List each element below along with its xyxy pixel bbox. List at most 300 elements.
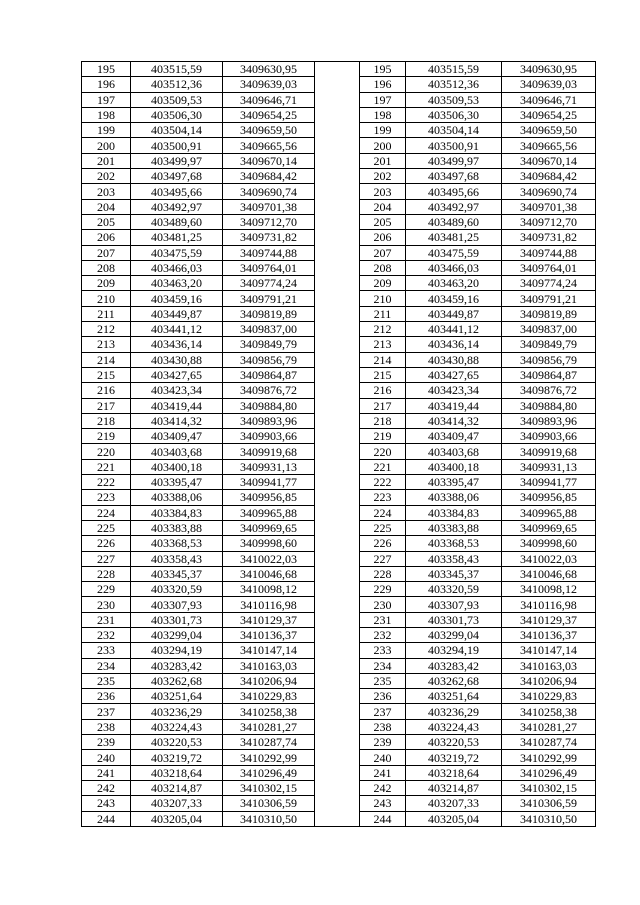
- spacer-cell: [315, 490, 360, 505]
- right-x-coordinate-cell: 403506,30: [406, 107, 502, 122]
- right-y-coordinate-cell: 3410046,68: [502, 566, 596, 581]
- right-x-coordinate-cell: 403466,03: [406, 260, 502, 275]
- left-point-number-cell: 239: [82, 735, 131, 750]
- left-y-coordinate-cell: 3409774,24: [223, 276, 315, 291]
- right-y-coordinate-cell: 3410306,59: [502, 796, 596, 811]
- left-point-number-cell: 217: [82, 398, 131, 413]
- left-point-number-cell: 242: [82, 780, 131, 795]
- left-x-coordinate-cell: 403301,73: [131, 612, 223, 627]
- left-x-coordinate-cell: 403320,59: [131, 582, 223, 597]
- spacer-cell: [315, 689, 360, 704]
- table-body: [82, 62, 596, 827]
- left-point-number-cell: 230: [82, 597, 131, 612]
- left-point-number-cell: 206: [82, 230, 131, 245]
- right-x-coordinate-cell: 403449,87: [406, 306, 502, 321]
- spacer-cell: [315, 260, 360, 275]
- left-y-coordinate-cell: 3409744,88: [223, 245, 315, 260]
- left-y-coordinate-cell: 3410147,14: [223, 643, 315, 658]
- spacer-cell: [315, 199, 360, 214]
- right-point-number-cell: 198: [360, 107, 406, 122]
- right-y-coordinate-cell: 3410163,03: [502, 658, 596, 673]
- right-y-coordinate-cell: 3409764,01: [502, 260, 596, 275]
- right-y-coordinate-cell: 3409791,21: [502, 291, 596, 306]
- left-point-number-cell: 207: [82, 245, 131, 260]
- right-point-number-cell: 205: [360, 214, 406, 229]
- right-point-number-cell: 197: [360, 92, 406, 107]
- right-y-coordinate-cell: 3409684,42: [502, 169, 596, 184]
- right-x-coordinate-cell: 403224,43: [406, 719, 502, 734]
- left-x-coordinate-cell: 403403,68: [131, 444, 223, 459]
- right-x-coordinate-cell: 403384,83: [406, 505, 502, 520]
- left-y-coordinate-cell: 3409837,00: [223, 322, 315, 337]
- spacer-cell: [315, 658, 360, 673]
- left-point-number-cell: 196: [82, 77, 131, 92]
- right-point-number-cell: 218: [360, 413, 406, 428]
- spacer-cell: [315, 291, 360, 306]
- left-x-coordinate-cell: 403495,66: [131, 184, 223, 199]
- left-point-number-cell: 201: [82, 153, 131, 168]
- spacer-cell: [315, 413, 360, 428]
- table-row: [82, 413, 596, 428]
- right-point-number-cell: 209: [360, 276, 406, 291]
- spacer-cell: [315, 612, 360, 627]
- spacer-cell: [315, 765, 360, 780]
- right-point-number-cell: 229: [360, 582, 406, 597]
- right-y-coordinate-cell: 3409864,87: [502, 367, 596, 382]
- left-x-coordinate-cell: 403307,93: [131, 597, 223, 612]
- left-y-coordinate-cell: 3409893,96: [223, 413, 315, 428]
- left-point-number-cell: 214: [82, 352, 131, 367]
- right-point-number-cell: 239: [360, 735, 406, 750]
- left-x-coordinate-cell: 403475,59: [131, 245, 223, 260]
- left-x-coordinate-cell: 403423,34: [131, 383, 223, 398]
- right-x-coordinate-cell: 403320,59: [406, 582, 502, 597]
- coordinate-table: [81, 61, 596, 827]
- table-row: [82, 765, 596, 780]
- right-x-coordinate-cell: 403509,53: [406, 92, 502, 107]
- left-point-number-cell: 195: [82, 62, 131, 77]
- left-point-number-cell: 244: [82, 811, 131, 826]
- right-x-coordinate-cell: 403512,36: [406, 77, 502, 92]
- spacer-cell: [315, 245, 360, 260]
- left-y-coordinate-cell: 3409639,03: [223, 77, 315, 92]
- left-y-coordinate-cell: 3409690,74: [223, 184, 315, 199]
- right-y-coordinate-cell: 3409941,77: [502, 475, 596, 490]
- table-row: [82, 612, 596, 627]
- spacer-cell: [315, 214, 360, 229]
- table-row: [82, 643, 596, 658]
- left-y-coordinate-cell: 3409856,79: [223, 352, 315, 367]
- right-point-number-cell: 228: [360, 566, 406, 581]
- right-x-coordinate-cell: 403481,25: [406, 230, 502, 245]
- left-point-number-cell: 218: [82, 413, 131, 428]
- left-y-coordinate-cell: 3409731,82: [223, 230, 315, 245]
- right-y-coordinate-cell: 3409998,60: [502, 536, 596, 551]
- spacer-cell: [315, 505, 360, 520]
- right-y-coordinate-cell: 3409884,80: [502, 398, 596, 413]
- left-x-coordinate-cell: 403409,47: [131, 429, 223, 444]
- right-y-coordinate-cell: 3409931,13: [502, 459, 596, 474]
- right-x-coordinate-cell: 403441,12: [406, 322, 502, 337]
- right-x-coordinate-cell: 403495,66: [406, 184, 502, 199]
- spacer-cell: [315, 780, 360, 795]
- right-x-coordinate-cell: 403383,88: [406, 520, 502, 535]
- right-point-number-cell: 232: [360, 627, 406, 642]
- left-x-coordinate-cell: 403220,53: [131, 735, 223, 750]
- right-point-number-cell: 242: [360, 780, 406, 795]
- spacer-cell: [315, 153, 360, 168]
- right-point-number-cell: 210: [360, 291, 406, 306]
- left-y-coordinate-cell: 3409665,56: [223, 138, 315, 153]
- table-row: [82, 551, 596, 566]
- left-y-coordinate-cell: 3409941,77: [223, 475, 315, 490]
- spacer-cell: [315, 429, 360, 444]
- table-row: [82, 214, 596, 229]
- left-point-number-cell: 223: [82, 490, 131, 505]
- left-y-coordinate-cell: 3409646,71: [223, 92, 315, 107]
- right-y-coordinate-cell: 3410116,98: [502, 597, 596, 612]
- spacer-cell: [315, 627, 360, 642]
- right-point-number-cell: 199: [360, 123, 406, 138]
- left-point-number-cell: 228: [82, 566, 131, 581]
- left-x-coordinate-cell: 403262,68: [131, 673, 223, 688]
- left-point-number-cell: 227: [82, 551, 131, 566]
- left-y-coordinate-cell: 3410229,83: [223, 689, 315, 704]
- right-x-coordinate-cell: 403419,44: [406, 398, 502, 413]
- spacer-cell: [315, 811, 360, 826]
- right-point-number-cell: 236: [360, 689, 406, 704]
- left-y-coordinate-cell: 3410258,38: [223, 704, 315, 719]
- left-y-coordinate-cell: 3409659,50: [223, 123, 315, 138]
- table-row: [82, 62, 596, 77]
- left-point-number-cell: 232: [82, 627, 131, 642]
- spacer-cell: [315, 92, 360, 107]
- left-x-coordinate-cell: 403509,53: [131, 92, 223, 107]
- right-y-coordinate-cell: 3409849,79: [502, 337, 596, 352]
- left-point-number-cell: 235: [82, 673, 131, 688]
- table-row: [82, 169, 596, 184]
- left-y-coordinate-cell: 3409969,65: [223, 520, 315, 535]
- right-point-number-cell: 211: [360, 306, 406, 321]
- right-y-coordinate-cell: 3409965,88: [502, 505, 596, 520]
- left-x-coordinate-cell: 403449,87: [131, 306, 223, 321]
- spacer-cell: [315, 169, 360, 184]
- spacer-cell: [315, 77, 360, 92]
- right-x-coordinate-cell: 403283,42: [406, 658, 502, 673]
- left-x-coordinate-cell: 403214,87: [131, 780, 223, 795]
- spacer-cell: [315, 582, 360, 597]
- left-x-coordinate-cell: 403218,64: [131, 765, 223, 780]
- right-y-coordinate-cell: 3410287,74: [502, 735, 596, 750]
- left-y-coordinate-cell: 3410281,27: [223, 719, 315, 734]
- right-point-number-cell: 202: [360, 169, 406, 184]
- right-x-coordinate-cell: 403218,64: [406, 765, 502, 780]
- right-point-number-cell: 223: [360, 490, 406, 505]
- right-y-coordinate-cell: 3409639,03: [502, 77, 596, 92]
- left-point-number-cell: 225: [82, 520, 131, 535]
- right-y-coordinate-cell: 3410229,83: [502, 689, 596, 704]
- right-y-coordinate-cell: 3410281,27: [502, 719, 596, 734]
- left-y-coordinate-cell: 3409654,25: [223, 107, 315, 122]
- right-x-coordinate-cell: 403345,37: [406, 566, 502, 581]
- right-point-number-cell: 214: [360, 352, 406, 367]
- right-point-number-cell: 225: [360, 520, 406, 535]
- left-y-coordinate-cell: 3409965,88: [223, 505, 315, 520]
- left-x-coordinate-cell: 403294,19: [131, 643, 223, 658]
- right-point-number-cell: 206: [360, 230, 406, 245]
- left-point-number-cell: 205: [82, 214, 131, 229]
- right-x-coordinate-cell: 403262,68: [406, 673, 502, 688]
- spacer-cell: [315, 138, 360, 153]
- spacer-cell: [315, 459, 360, 474]
- right-y-coordinate-cell: 3409774,24: [502, 276, 596, 291]
- left-point-number-cell: 197: [82, 92, 131, 107]
- left-x-coordinate-cell: 403441,12: [131, 322, 223, 337]
- left-point-number-cell: 222: [82, 475, 131, 490]
- right-y-coordinate-cell: 3409903,66: [502, 429, 596, 444]
- left-point-number-cell: 215: [82, 367, 131, 382]
- table-row: [82, 276, 596, 291]
- table-row: [82, 107, 596, 122]
- right-x-coordinate-cell: 403307,93: [406, 597, 502, 612]
- left-y-coordinate-cell: 3409864,87: [223, 367, 315, 382]
- left-point-number-cell: 208: [82, 260, 131, 275]
- left-point-number-cell: 200: [82, 138, 131, 153]
- left-x-coordinate-cell: 403504,14: [131, 123, 223, 138]
- table-row: [82, 490, 596, 505]
- right-x-coordinate-cell: 403427,65: [406, 367, 502, 382]
- left-x-coordinate-cell: 403497,68: [131, 169, 223, 184]
- spacer-cell: [315, 107, 360, 122]
- right-y-coordinate-cell: 3409969,65: [502, 520, 596, 535]
- right-x-coordinate-cell: 403236,29: [406, 704, 502, 719]
- right-y-coordinate-cell: 3409837,00: [502, 322, 596, 337]
- right-x-coordinate-cell: 403497,68: [406, 169, 502, 184]
- table-row: [82, 291, 596, 306]
- table-row: [82, 673, 596, 688]
- right-point-number-cell: 224: [360, 505, 406, 520]
- left-y-coordinate-cell: 3409903,66: [223, 429, 315, 444]
- left-y-coordinate-cell: 3409791,21: [223, 291, 315, 306]
- spacer-cell: [315, 536, 360, 551]
- left-x-coordinate-cell: 403512,36: [131, 77, 223, 92]
- right-x-coordinate-cell: 403436,14: [406, 337, 502, 352]
- spacer-cell: [315, 704, 360, 719]
- right-point-number-cell: 230: [360, 597, 406, 612]
- left-y-coordinate-cell: 3410022,03: [223, 551, 315, 566]
- left-x-coordinate-cell: 403224,43: [131, 719, 223, 734]
- left-y-coordinate-cell: 3410098,12: [223, 582, 315, 597]
- left-x-coordinate-cell: 403251,64: [131, 689, 223, 704]
- spacer-cell: [315, 184, 360, 199]
- spacer-cell: [315, 62, 360, 77]
- right-y-coordinate-cell: 3409665,56: [502, 138, 596, 153]
- left-point-number-cell: 204: [82, 199, 131, 214]
- left-y-coordinate-cell: 3409701,38: [223, 199, 315, 214]
- left-y-coordinate-cell: 3409884,80: [223, 398, 315, 413]
- spacer-cell: [315, 383, 360, 398]
- right-x-coordinate-cell: 403299,04: [406, 627, 502, 642]
- table-row: [82, 306, 596, 321]
- spacer-cell: [315, 352, 360, 367]
- right-x-coordinate-cell: 403489,60: [406, 214, 502, 229]
- right-y-coordinate-cell: 3410098,12: [502, 582, 596, 597]
- right-y-coordinate-cell: 3409712,70: [502, 214, 596, 229]
- spacer-cell: [315, 735, 360, 750]
- left-y-coordinate-cell: 3410292,99: [223, 750, 315, 765]
- table-row: [82, 429, 596, 444]
- table-row: [82, 138, 596, 153]
- right-y-coordinate-cell: 3410292,99: [502, 750, 596, 765]
- left-point-number-cell: 203: [82, 184, 131, 199]
- right-x-coordinate-cell: 403414,32: [406, 413, 502, 428]
- table-row: [82, 520, 596, 535]
- spacer-cell: [315, 230, 360, 245]
- right-point-number-cell: 233: [360, 643, 406, 658]
- left-x-coordinate-cell: 403283,42: [131, 658, 223, 673]
- right-point-number-cell: 221: [360, 459, 406, 474]
- right-point-number-cell: 240: [360, 750, 406, 765]
- right-y-coordinate-cell: 3410136,37: [502, 627, 596, 642]
- right-point-number-cell: 200: [360, 138, 406, 153]
- right-point-number-cell: 201: [360, 153, 406, 168]
- table-row: [82, 322, 596, 337]
- left-point-number-cell: 237: [82, 704, 131, 719]
- left-point-number-cell: 199: [82, 123, 131, 138]
- right-x-coordinate-cell: 403492,97: [406, 199, 502, 214]
- table-row: [82, 77, 596, 92]
- left-x-coordinate-cell: 403427,65: [131, 367, 223, 382]
- right-point-number-cell: 226: [360, 536, 406, 551]
- right-point-number-cell: 204: [360, 199, 406, 214]
- table-row: [82, 658, 596, 673]
- table-row: [82, 475, 596, 490]
- left-y-coordinate-cell: 3410136,37: [223, 627, 315, 642]
- right-point-number-cell: 231: [360, 612, 406, 627]
- right-y-coordinate-cell: 3409856,79: [502, 352, 596, 367]
- left-point-number-cell: 229: [82, 582, 131, 597]
- right-point-number-cell: 196: [360, 77, 406, 92]
- left-y-coordinate-cell: 3409919,68: [223, 444, 315, 459]
- table-row: [82, 627, 596, 642]
- right-x-coordinate-cell: 403499,97: [406, 153, 502, 168]
- left-x-coordinate-cell: 403345,37: [131, 566, 223, 581]
- left-x-coordinate-cell: 403384,83: [131, 505, 223, 520]
- left-point-number-cell: 233: [82, 643, 131, 658]
- spacer-cell: [315, 673, 360, 688]
- left-x-coordinate-cell: 403466,03: [131, 260, 223, 275]
- spacer-cell: [315, 475, 360, 490]
- left-y-coordinate-cell: 3409956,85: [223, 490, 315, 505]
- left-point-number-cell: 241: [82, 765, 131, 780]
- right-x-coordinate-cell: 403475,59: [406, 245, 502, 260]
- right-point-number-cell: 207: [360, 245, 406, 260]
- left-x-coordinate-cell: 403414,32: [131, 413, 223, 428]
- right-point-number-cell: 235: [360, 673, 406, 688]
- table-row: [82, 505, 596, 520]
- right-y-coordinate-cell: 3409731,82: [502, 230, 596, 245]
- table-row: [82, 719, 596, 734]
- right-y-coordinate-cell: 3409701,38: [502, 199, 596, 214]
- right-y-coordinate-cell: 3410206,94: [502, 673, 596, 688]
- right-x-coordinate-cell: 403395,47: [406, 475, 502, 490]
- right-point-number-cell: 213: [360, 337, 406, 352]
- right-y-coordinate-cell: 3410147,14: [502, 643, 596, 658]
- left-x-coordinate-cell: 403219,72: [131, 750, 223, 765]
- table-row: [82, 704, 596, 719]
- left-y-coordinate-cell: 3410129,37: [223, 612, 315, 627]
- spacer-cell: [315, 597, 360, 612]
- table-row: [82, 796, 596, 811]
- left-x-coordinate-cell: 403368,53: [131, 536, 223, 551]
- table-row: [82, 459, 596, 474]
- spacer-cell: [315, 750, 360, 765]
- right-y-coordinate-cell: 3409919,68: [502, 444, 596, 459]
- right-x-coordinate-cell: 403403,68: [406, 444, 502, 459]
- right-y-coordinate-cell: 3409893,96: [502, 413, 596, 428]
- left-point-number-cell: 211: [82, 306, 131, 321]
- left-point-number-cell: 210: [82, 291, 131, 306]
- left-x-coordinate-cell: 403492,97: [131, 199, 223, 214]
- spacer-cell: [315, 398, 360, 413]
- right-x-coordinate-cell: 403500,91: [406, 138, 502, 153]
- right-y-coordinate-cell: 3409690,74: [502, 184, 596, 199]
- left-x-coordinate-cell: 403383,88: [131, 520, 223, 535]
- left-y-coordinate-cell: 3409998,60: [223, 536, 315, 551]
- right-y-coordinate-cell: 3409646,71: [502, 92, 596, 107]
- right-x-coordinate-cell: 403251,64: [406, 689, 502, 704]
- left-x-coordinate-cell: 403499,97: [131, 153, 223, 168]
- right-x-coordinate-cell: 403205,04: [406, 811, 502, 826]
- spacer-cell: [315, 337, 360, 352]
- right-point-number-cell: 208: [360, 260, 406, 275]
- right-point-number-cell: 220: [360, 444, 406, 459]
- left-x-coordinate-cell: 403207,33: [131, 796, 223, 811]
- left-y-coordinate-cell: 3409630,95: [223, 62, 315, 77]
- left-y-coordinate-cell: 3410206,94: [223, 673, 315, 688]
- right-y-coordinate-cell: 3409670,14: [502, 153, 596, 168]
- right-point-number-cell: 219: [360, 429, 406, 444]
- left-y-coordinate-cell: 3410306,59: [223, 796, 315, 811]
- left-y-coordinate-cell: 3409712,70: [223, 214, 315, 229]
- spacer-cell: [315, 520, 360, 535]
- left-x-coordinate-cell: 403205,04: [131, 811, 223, 826]
- table-row: [82, 735, 596, 750]
- left-x-coordinate-cell: 403419,44: [131, 398, 223, 413]
- spacer-cell: [315, 566, 360, 581]
- spacer-cell: [315, 444, 360, 459]
- left-x-coordinate-cell: 403463,20: [131, 276, 223, 291]
- table-row: [82, 184, 596, 199]
- left-x-coordinate-cell: 403489,60: [131, 214, 223, 229]
- right-x-coordinate-cell: 403301,73: [406, 612, 502, 627]
- left-point-number-cell: 243: [82, 796, 131, 811]
- right-y-coordinate-cell: 3410129,37: [502, 612, 596, 627]
- right-y-coordinate-cell: 3410302,15: [502, 780, 596, 795]
- spacer-cell: [315, 322, 360, 337]
- right-point-number-cell: 217: [360, 398, 406, 413]
- spacer-cell: [315, 123, 360, 138]
- table-row: [82, 750, 596, 765]
- left-x-coordinate-cell: 403515,59: [131, 62, 223, 77]
- right-y-coordinate-cell: 3409819,89: [502, 306, 596, 321]
- table-row: [82, 123, 596, 138]
- spacer-cell: [315, 551, 360, 566]
- table-row: [82, 352, 596, 367]
- left-point-number-cell: 216: [82, 383, 131, 398]
- right-y-coordinate-cell: 3409630,95: [502, 62, 596, 77]
- left-y-coordinate-cell: 3409849,79: [223, 337, 315, 352]
